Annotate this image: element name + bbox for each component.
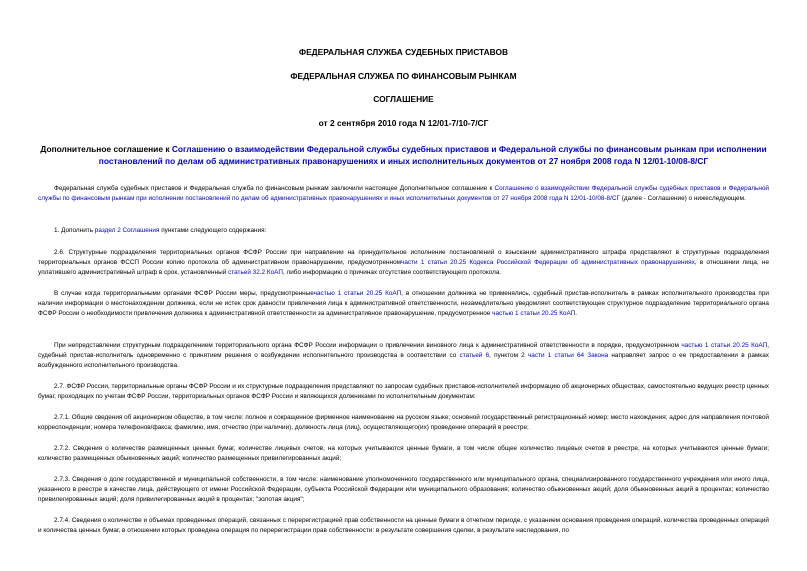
paragraph-2-7: 2.7. ФСФР России, территориальные органы ФСФР России и их структурные подразделения представляют по запросам судебных приставов-исполнителей информацию об акционерных обществах, самостоятельно ведущих реестр ценных бумаг, проходящих по учетам ФСФР России, территориальных органов ФСФР России и являющихся должниками по исполнительным документам: <box>38 383 769 400</box>
header-org-1: ФЕДЕРАЛЬНАЯ СЛУЖБА СУДЕБНЫХ ПРИСТАВОВ <box>298 47 509 57</box>
p3-article-32-2-link[interactable]: статьей 32.2 КоАП <box>228 269 283 276</box>
p5-text-d: направляет запрос о ее предоставлении в рамках возбужденного исполнительного производства. <box>38 352 769 369</box>
p4-koap-link-1[interactable]: частью 1 статьи 20.25 КоАП <box>313 290 402 297</box>
p1-agreement-link[interactable]: Соглашению о взаимодействии Федеральной службы судебных приставов и Федеральной службы по финансовым рынкам при исполнении постановлений по делам об административных правонарушениях и иных исполнительных документов от 27 ноября 2008 года N 12/01-10/08-8/СГ <box>38 185 769 202</box>
p3-text-a: 2.6. Структурные подразделения территориальных органов ФСФР России при направлении на принудительное исполнение постановлений о взыскании административного штрафа представляют в структурные подразделения территориальных органов ФССП России копию протокола об административном правонарушении, предусмотренном <box>38 249 769 266</box>
p4-text-b: , в отношении должника не применялись, судебный пристав-исполнитель в рамках исполнительного производства при наличии информации о местонахождении должника, если не истек срок давности привлечения лица к административной ответственности, незамедлительно уведомляет соответствующее структурное подразделение территориального органа ФСФР России о необходимости привлечения должника к административной ответственности за административное правонарушение, предусмотренное <box>38 290 769 317</box>
paragraph-2-7-4: 2.7.4. Сведения о количестве и объемах проведенных операций, связанных с перерегистрацией прав собственности на ценные бумаги в отчетном периоде, с указанием основания проведения операций, количества проведенных операций и количества ценных бумаг, в отношении которых проведена операция по перерегистрации прав собственности: в результате совершения сделки, в результате наследования, по <box>38 517 769 534</box>
subtitle-agreement-link[interactable]: Соглашению о взаимодействии Федеральной службы судебных приставов и Федеральной службы по финансовым рынкам при исполнении постановлений по делам об административных правонарушениях и иных исполнительных документов от 27 ноября 2008 года N 12/01-10/08-8/СГ <box>98 144 767 166</box>
p3-text-b: , в отношении лица, не уплатившего административный штраф в срок, установленный <box>38 259 769 276</box>
header-doc-type: СОГЛАШЕНИЕ <box>373 94 434 104</box>
p5-koap-link[interactable]: частью 1 статьи 20.25 КоАП <box>681 342 768 349</box>
paragraph-item-1 <box>38 226 769 236</box>
p4-text-a: В случае когда территориальными органами ФСФР России меры, предусмотренные <box>54 290 314 297</box>
p5-article-6-link[interactable]: статьей 6 <box>459 352 490 359</box>
p5-law-link[interactable]: части 1 статьи 64 Закона <box>527 352 609 359</box>
paragraph-2-6 <box>38 248 769 278</box>
p4-koap-link-2[interactable]: частью 1 статьи 20.25 КоАП <box>492 310 576 317</box>
p2-text-b: пунктами следующего содержания: <box>159 227 267 234</box>
p5-text-c: , пунктом 2 <box>489 352 528 359</box>
paragraph-2-7-2: 2.7.2. Сведения о количестве размещенных ценных бумаг, количестве лицевых счетов, на которых учитываются ценные бумаги, в том числе общее количество лицевых счетов в реестре, на которых учитываются ценные бумаги; количество размещенных обыкновенных акций; количество размещенных привилегированных акций; <box>38 445 769 462</box>
p3-text-c: , либо информацию о причинах отсутствия соответствующего протокола. <box>282 269 502 276</box>
header-doc-date: от 2 сентября 2010 года N 12/01-7/10-7/СГ <box>318 118 489 128</box>
p1-text-a: Федеральная служба судебных приставов и Федеральная служба по финансовым рынкам заключили настоящее Дополнительное соглашение к <box>54 185 495 192</box>
paragraph-preamble <box>38 184 769 204</box>
p3-koap-link[interactable]: части 1 статьи 20.25 Кодекса Российской Федерации об административных правонарушениях <box>401 259 695 266</box>
p2-text-a: 1. Дополнить <box>54 227 95 234</box>
paragraph-2-7-3: 2.7.3. Сведения о доле государственной и муниципальной собственности, в том числе: наименование уполномоченного государственного или муниципального органа, специализированного государственного учреждения или иного лица, указанного в реестре в качестве лица, действующего от имени Российской Федерации, субъекта Российской Федерации или муниципального образования; количество обыкновенных акций; доля обыкновенных акций в процентах; количество привилегированных акций; доля привилегированных акций в процентах; "золотая акция"; <box>38 476 769 503</box>
p1-text-b: (далее - Соглашение) о нижеследующем. <box>619 195 746 202</box>
subtitle-prefix: Дополнительное соглашение к <box>40 144 172 154</box>
p5-text-b: , судебный пристав-исполнитель одновременно с принятием решения о возбуждении исполнительного производства в соответствии со <box>38 342 769 359</box>
header-org-2: ФЕДЕРАЛЬНАЯ СЛУЖБА ПО ФИНАНСОВЫМ РЫНКАМ <box>290 71 517 81</box>
paragraph-2-7-1: 2.7.1. Общие сведения об акционерном обществе, в том числе: полное и сокращенное фирменное наименование на русском языке; основной государственный регистрационный номер; место нахождения; адрес для направления почтовой корреспонденции; номера телефонов/факса; фамилию, имя, отчество (при наличии), должность лица (лиц), осуществляющего(их) проведение операций в реестре; <box>38 414 769 431</box>
document-subtitle <box>40 143 767 167</box>
paragraph-notice <box>38 289 769 319</box>
paragraph-request <box>38 341 769 371</box>
p5-text-a: При непредставлении структурным подразделением территориального органа ФСФР России информации о привлечении виновного лица к административной ответственности в порядке, предусмотренном <box>54 342 682 349</box>
p4-text-c: . <box>575 310 578 317</box>
p2-section-link[interactable]: раздел 2 Соглашения <box>94 227 160 234</box>
